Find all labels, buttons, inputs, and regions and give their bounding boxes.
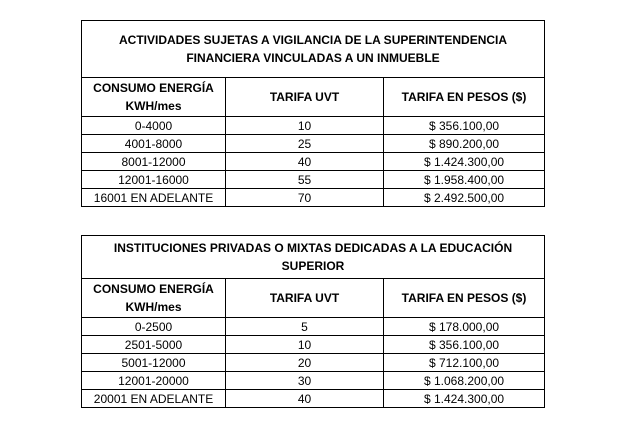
cell-pesos bbox=[384, 117, 545, 135]
header-consumo-line1: CONSUMO ENERGÍA bbox=[93, 81, 214, 95]
cell-pesos bbox=[384, 135, 545, 153]
cell-pesos bbox=[384, 372, 545, 390]
cell-pesos bbox=[384, 336, 545, 354]
header-consumo bbox=[82, 78, 226, 117]
header-tarifa-uvt: TARIFA UVT bbox=[226, 78, 384, 117]
cell-pesos-value: $ 1.068.200,00 bbox=[423, 373, 505, 388]
cell-pesos-value: $ 1.958.400,00 bbox=[423, 172, 505, 187]
cell-uvt: 5 bbox=[226, 318, 384, 336]
table-row bbox=[82, 171, 545, 189]
cell-consumo: 20001 EN ADELANTE bbox=[82, 390, 226, 408]
header-consumo-line1: CONSUMO ENERGÍA bbox=[93, 282, 214, 296]
cell-pesos-value: $ 178.000,00 bbox=[428, 319, 500, 334]
cell-uvt: 20 bbox=[226, 354, 384, 372]
cell-pesos bbox=[384, 354, 545, 372]
table-title-row bbox=[82, 236, 545, 279]
cell-pesos bbox=[384, 390, 545, 408]
header-consumo-line2: KWH/mes bbox=[125, 300, 182, 314]
cell-pesos-value: $ 2.492.500,00 bbox=[423, 190, 505, 205]
header-consumo bbox=[82, 279, 226, 318]
cell-pesos bbox=[384, 153, 545, 171]
cell-uvt: 70 bbox=[226, 189, 384, 207]
cell-pesos-value: $ 1.424.300,00 bbox=[423, 391, 505, 406]
cell-uvt: 40 bbox=[226, 153, 384, 171]
table-row bbox=[82, 189, 545, 207]
cell-pesos bbox=[384, 318, 545, 336]
cell-consumo: 2501-5000 bbox=[82, 336, 226, 354]
cell-pesos bbox=[384, 171, 545, 189]
cell-uvt: 30 bbox=[226, 372, 384, 390]
table-row bbox=[82, 390, 545, 408]
table-row bbox=[82, 318, 545, 336]
cell-consumo: 8001-12000 bbox=[82, 153, 226, 171]
table-header-row bbox=[82, 78, 545, 117]
cell-uvt: 25 bbox=[226, 135, 384, 153]
table-row bbox=[82, 117, 545, 135]
table-title: ACTIVIDADES SUJETAS A VIGILANCIA DE LA SUPERINTENDENCIA FINANCIERA VINCULADAS A UN INMUEBLE bbox=[82, 21, 545, 78]
header-tarifa-pesos: TARIFA EN PESOS ($) bbox=[384, 78, 545, 117]
cell-consumo: 5001-12000 bbox=[82, 354, 226, 372]
cell-consumo: 0-4000 bbox=[82, 117, 226, 135]
table-row bbox=[82, 372, 545, 390]
cell-consumo: 16001 EN ADELANTE bbox=[82, 189, 226, 207]
header-tarifa-uvt: TARIFA UVT bbox=[226, 279, 384, 318]
table-header-row bbox=[82, 279, 545, 318]
cell-pesos-value: $ 712.100,00 bbox=[428, 355, 500, 370]
table-title-row bbox=[82, 21, 545, 78]
cell-pesos-value: $ 890.200,00 bbox=[428, 136, 500, 151]
tariff-table-superintendencia bbox=[81, 20, 545, 207]
table-row bbox=[82, 153, 545, 171]
cell-pesos-value: $ 356.100,00 bbox=[428, 337, 500, 352]
table-title: INSTITUCIONES PRIVADAS O MIXTAS DEDICADAS A LA EDUCACIÓN SUPERIOR bbox=[82, 236, 545, 279]
cell-uvt: 10 bbox=[226, 336, 384, 354]
cell-consumo: 4001-8000 bbox=[82, 135, 226, 153]
cell-uvt: 10 bbox=[226, 117, 384, 135]
cell-uvt: 40 bbox=[226, 390, 384, 408]
cell-uvt: 55 bbox=[226, 171, 384, 189]
table-row bbox=[82, 354, 545, 372]
cell-consumo: 12001-16000 bbox=[82, 171, 226, 189]
cell-pesos-value: $ 356.100,00 bbox=[428, 118, 500, 133]
cell-pesos bbox=[384, 189, 545, 207]
cell-pesos-value: $ 1.424.300,00 bbox=[423, 154, 505, 169]
cell-consumo: 0-2500 bbox=[82, 318, 226, 336]
header-consumo-line2: KWH/mes bbox=[125, 99, 182, 113]
header-tarifa-pesos: TARIFA EN PESOS ($) bbox=[384, 279, 545, 318]
tariff-table-educacion-superior bbox=[81, 235, 545, 408]
cell-consumo: 12001-20000 bbox=[82, 372, 226, 390]
table-row bbox=[82, 135, 545, 153]
table-row bbox=[82, 336, 545, 354]
